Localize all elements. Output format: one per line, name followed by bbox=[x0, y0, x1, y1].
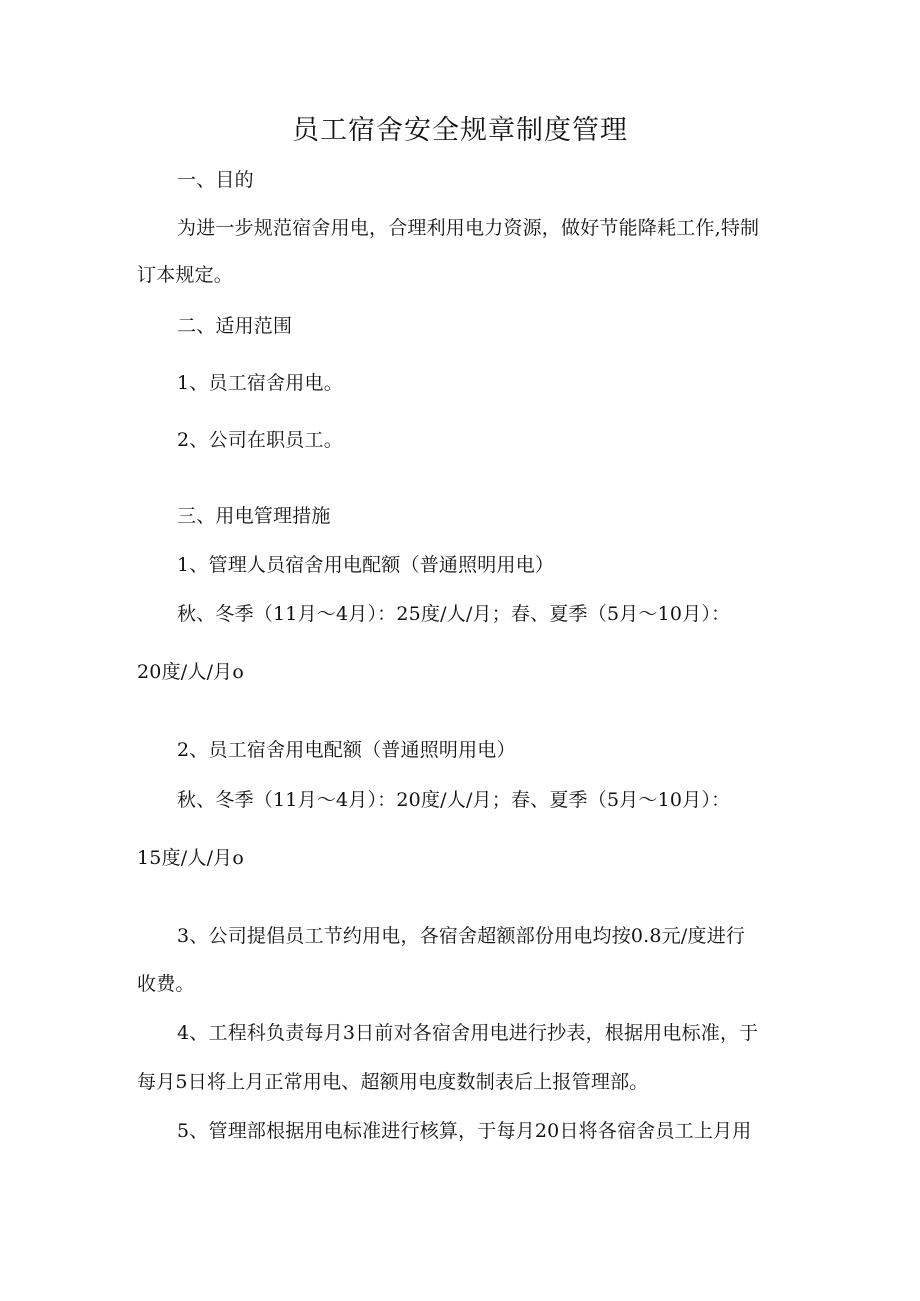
scope-item-2: 2、公司在职员工。 bbox=[177, 429, 343, 451]
measure-4-line-1: 4、工程科负责每月3日前对各宿舍用电进行抄表，根据用电标准，于 bbox=[177, 1022, 759, 1044]
purpose-paragraph-line-2: 订本规定。 bbox=[137, 264, 234, 286]
measure-1-line-1: 秋、冬季（11月～4月）：25度/人/月；春、夏季（5月～10月）： bbox=[177, 603, 731, 625]
document-title: 员工宿舍安全规章制度管理 bbox=[292, 115, 628, 146]
purpose-paragraph-line-1: 为进一步规范宿舍用电，合理利用电力资源，做好节能降耗工作,特制 bbox=[177, 217, 760, 239]
section-heading-measures: 三、用电管理措施 bbox=[177, 505, 331, 527]
measure-3-line-2: 收费。 bbox=[137, 973, 195, 995]
measure-1-heading: 1、管理人员宿舍用电配额（普通照明用电） bbox=[177, 554, 555, 576]
measure-5-line-1: 5、管理部根据用电标准进行核算，于每月20日将各宿舍员工上月用 bbox=[177, 1120, 752, 1142]
measure-3-line-1: 3、公司提倡员工节约用电，各宿舍超额部份用电均按0.8元/度进行 bbox=[177, 925, 746, 947]
section-heading-purpose: 一、目的 bbox=[177, 169, 254, 191]
section-heading-scope: 二、适用范围 bbox=[177, 315, 293, 337]
measure-2-line-1: 秋、冬季（11月～4月）：20度/人/月；春、夏季（5月～10月）： bbox=[177, 789, 731, 811]
measure-4-line-2: 每月5日将上月正常用电、超额用电度数制表后上报管理部。 bbox=[137, 1071, 649, 1093]
measure-2-line-2: 15度/人/月o bbox=[137, 847, 245, 869]
measure-1-line-2: 20度/人/月o bbox=[137, 661, 245, 683]
measure-2-heading: 2、员工宿舍用电配额（普通照明用电） bbox=[177, 739, 516, 761]
scope-item-1: 1、员工宿舍用电。 bbox=[177, 372, 343, 394]
